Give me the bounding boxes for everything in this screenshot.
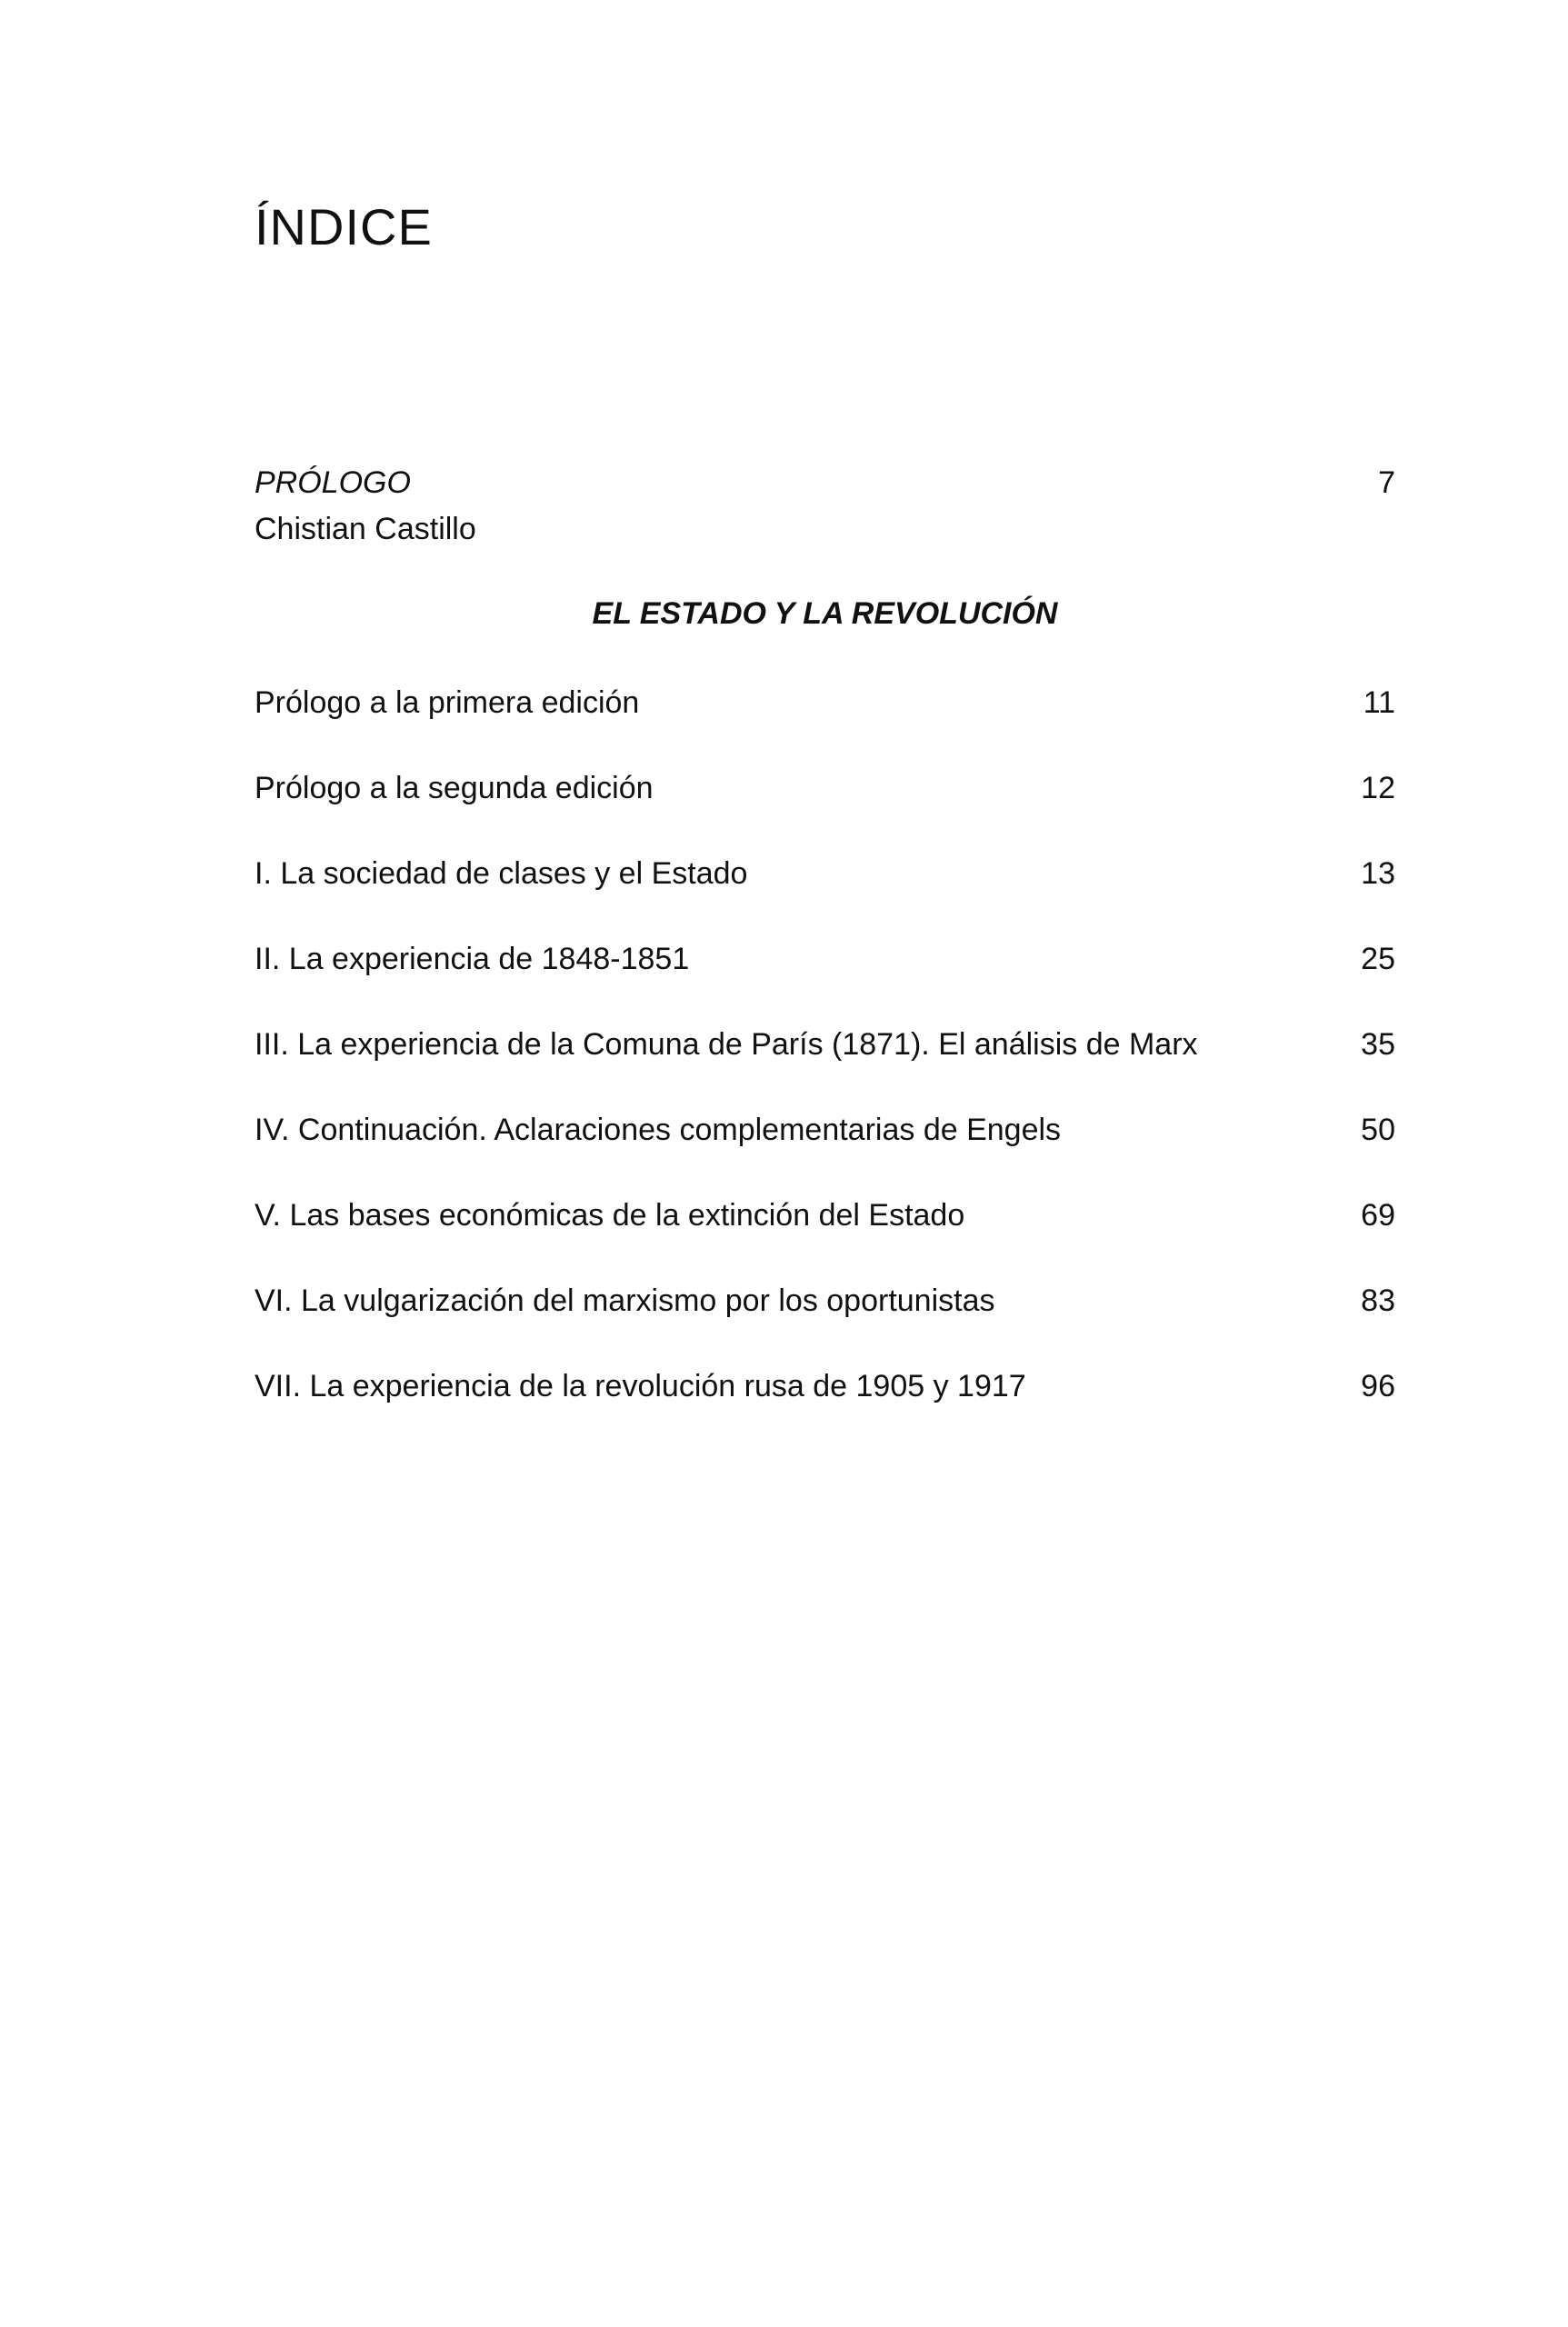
toc-entry-prologue[interactable] [255, 467, 1395, 498]
toc-page-number: 96 [1361, 1369, 1395, 1403]
prologue-label: PRÓLOGO [255, 465, 411, 500]
section-heading: EL ESTADO Y LA REVOLUCIÓN [592, 596, 1058, 631]
toc-entry-title: VII. La experiencia de la revolución rusa de 1905 y 1917 [255, 1369, 1026, 1403]
toc-entry[interactable] [255, 1029, 1395, 1060]
toc-entry[interactable] [255, 687, 1395, 718]
toc-entry[interactable] [255, 1285, 1395, 1316]
toc-entry-title: Prólogo a la primera edición [255, 685, 640, 720]
toc-entry-title: VI. La vulgarización del marxismo por los oportunistas [255, 1283, 995, 1318]
toc-entry[interactable] [255, 944, 1395, 974]
toc-entry[interactable] [255, 1371, 1395, 1402]
toc-entry[interactable] [255, 1114, 1395, 1145]
toc-entry-title: IV. Continuación. Aclaraciones complementarias de Engels [255, 1113, 1062, 1147]
toc-page-number: 12 [1361, 771, 1395, 805]
toc-page-number: 69 [1361, 1198, 1395, 1233]
prologue-author: Chistian Castillo [255, 512, 476, 546]
toc-page-number: 83 [1361, 1283, 1395, 1318]
toc-entry-title: III. La experiencia de la Comuna de París (1871). El análisis de Marx [255, 1027, 1198, 1062]
toc-page-number: 35 [1361, 1027, 1395, 1062]
toc-page-number: 13 [1361, 856, 1395, 891]
toc-entry[interactable] [255, 1200, 1395, 1231]
toc-page-number: 50 [1361, 1113, 1395, 1147]
page-title: ÍNDICE [255, 198, 433, 255]
toc-page-number: 11 [1363, 685, 1395, 720]
toc-entry-title: Prólogo a la segunda edición [255, 771, 654, 805]
toc-entry-title: V. Las bases económicas de la extinción del Estado [255, 1198, 965, 1233]
toc-entry[interactable] [255, 858, 1395, 889]
toc-page-number: 25 [1361, 942, 1395, 976]
toc-entry-title: I. La sociedad de clases y el Estado [255, 856, 748, 891]
toc-entry-title: II. La experiencia de 1848-1851 [255, 942, 690, 976]
toc-entry[interactable] [255, 773, 1395, 804]
toc-page-number: 7 [1378, 465, 1395, 500]
